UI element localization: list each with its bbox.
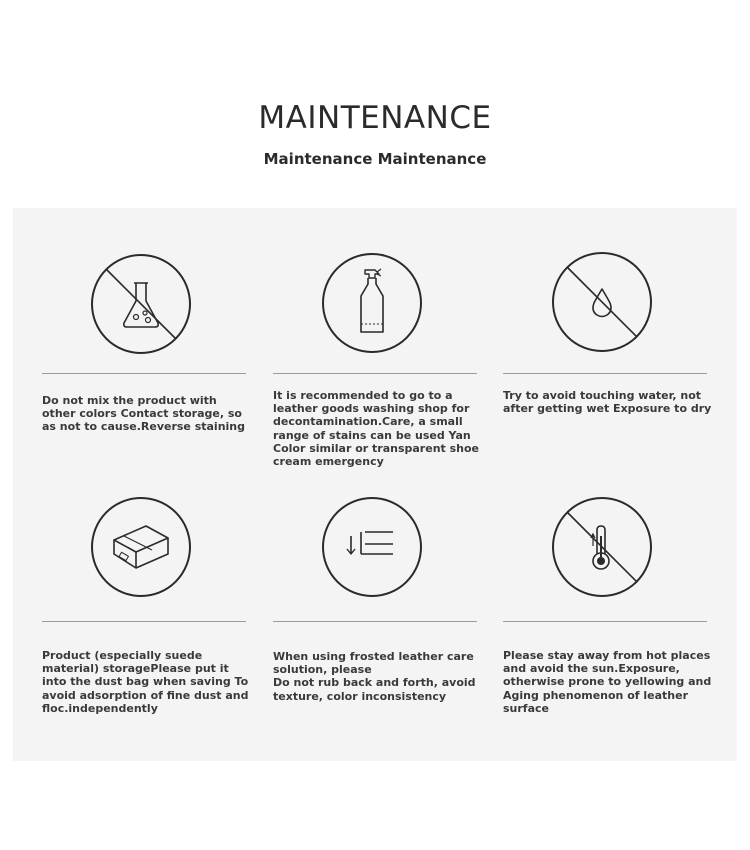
divider [42, 621, 246, 622]
brush-direction-icon [321, 496, 423, 598]
no-chemical-flask-icon [90, 253, 192, 355]
divider [273, 373, 477, 374]
divider [273, 621, 477, 622]
care-tip-text: It is recommended to go to a leather goods washing shop for decontamination.Care, a small range of stains can be used Yan Color similar or transparent shoe cream emergency [273, 389, 480, 469]
maintenance-panel [13, 208, 737, 761]
storage-box-icon [90, 496, 192, 598]
divider [503, 373, 707, 374]
care-tip-text: Do not mix the product with other colors Contact storage, so as not to cause.Reverse staining [42, 394, 246, 434]
spray-bottle-icon [321, 252, 423, 354]
no-heat-thermometer-icon [551, 496, 653, 598]
care-tip-text: When using frosted leather care solution, please Do not rub back and forth, avoid texture, color inconsistency [273, 650, 476, 703]
divider [42, 373, 246, 374]
page-title: MAINTENANCE [258, 100, 492, 136]
no-water-drop-icon [551, 251, 653, 353]
care-tip-text: Try to avoid touching water, not after getting wet Exposure to dry [503, 389, 712, 416]
page-subtitle: Maintenance Maintenance [263, 150, 487, 168]
care-tip-text: Product (especially suede material) storagePlease put it into the dust bag when saving To avoid adsorption of fine dust and floc.independently [42, 649, 249, 715]
care-tip-text: Please stay away from hot places and avoid the sun.Exposure, otherwise prone to yellowing and Aging phenomenon of leather surface [503, 649, 712, 715]
divider [503, 621, 707, 622]
